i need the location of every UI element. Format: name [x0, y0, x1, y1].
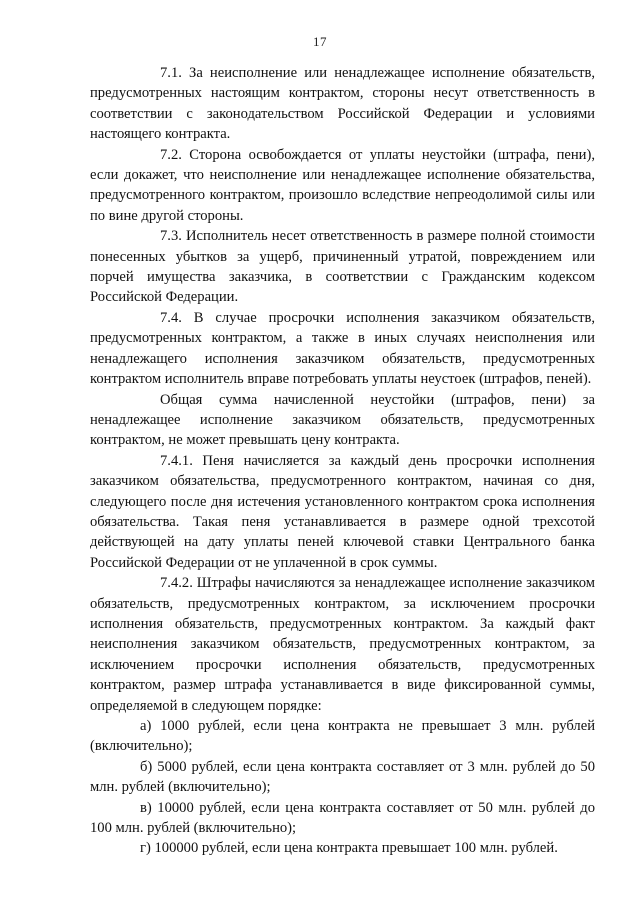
paragraph-7-2: 7.2. Сторона освобождается от уплаты неустойки (штрафа, пени), если докажет, что неисполнение или ненадлежащее исполнение обязательства, предусмотренного контрактом, произошло вследствие непреодолимой силы или по вине другой стороны.: [90, 146, 595, 224]
document-body: [90, 63, 595, 859]
paragraph-7-4-2: 7.4.2. Штрафы начисляются за ненадлежащее исполнение заказчиком обязательств, предусмотренных контрактом, за исключением просрочки исполнения обязательств, предусмотренных контрактом. За каждый факт неисполнения заказчиком обязательств, предусмотренных контрактом, за исключением просрочки исполнения обязательств, предусмотренных контрактом, размер штрафа устанавливается в виде фиксированной суммы, определяемой в следующем порядке:: [90, 575, 595, 714]
list-item-b: б) 5000 рублей, если цена контракта составляет от 3 млн. рублей до 50 млн. рублей (включительно);: [90, 758, 595, 796]
page-number: 17: [313, 34, 327, 49]
list-item-c: в) 10000 рублей, если цена контракта составляет от 50 млн. рублей до 100 млн. рублей (включительно);: [90, 799, 595, 837]
paragraph-7-4: 7.4. В случае просрочки исполнения заказчиком обязательств, предусмотренных контрактом, а также в иных случаях неисполнения или ненадлежащего исполнения заказчиком обязательств, предусмотренных контрактом исполнитель вправе потребовать уплаты неустоек (штрафов, пеней).: [90, 309, 595, 388]
paragraph-7-1: 7.1. За неисполнение или ненадлежащее исполнение обязательств, предусмотренных настоящим контрактом, стороны несут ответственность в соответствии с законодательством Российской Федерации и условиями настоящего контракта.: [90, 65, 595, 143]
list-item-a: а) 1000 рублей, если цена контракта не превышает 3 млн. рублей (включительно);: [90, 718, 595, 755]
paragraph-total-penalty: Общая сумма начисленной неустойки (штрафов, пени) за ненадлежащее исполнение заказчиком обязательств, предусмотренных контрактом, не может превышать цену контракта.: [90, 391, 595, 449]
paragraph-7-4-1: 7.4.1. Пеня начисляется за каждый день просрочки исполнения заказчиком обязательства, предусмотренного контрактом, начиная со дня, следующего после дня истечения установленного контрактом срока исполнения обязательства. Такая пеня устанавливается в размере одной трехсотой действующей на дату уплаты пеней ключевой ставки Центрального банка Российской Федерации от не уплаченной в срок суммы.: [90, 452, 595, 571]
list-item-d: г) 100000 рублей, если цена контракта превышает 100 млн. рублей.: [140, 840, 558, 857]
paragraph-7-3: 7.3. Исполнитель несет ответственность в размере полной стоимости понесенных убытков за ущерб, причиненный утратой, повреждением или порчей имущества заказчика, в соответствии с Гражданским кодексом Российской Федерации.: [90, 228, 595, 306]
